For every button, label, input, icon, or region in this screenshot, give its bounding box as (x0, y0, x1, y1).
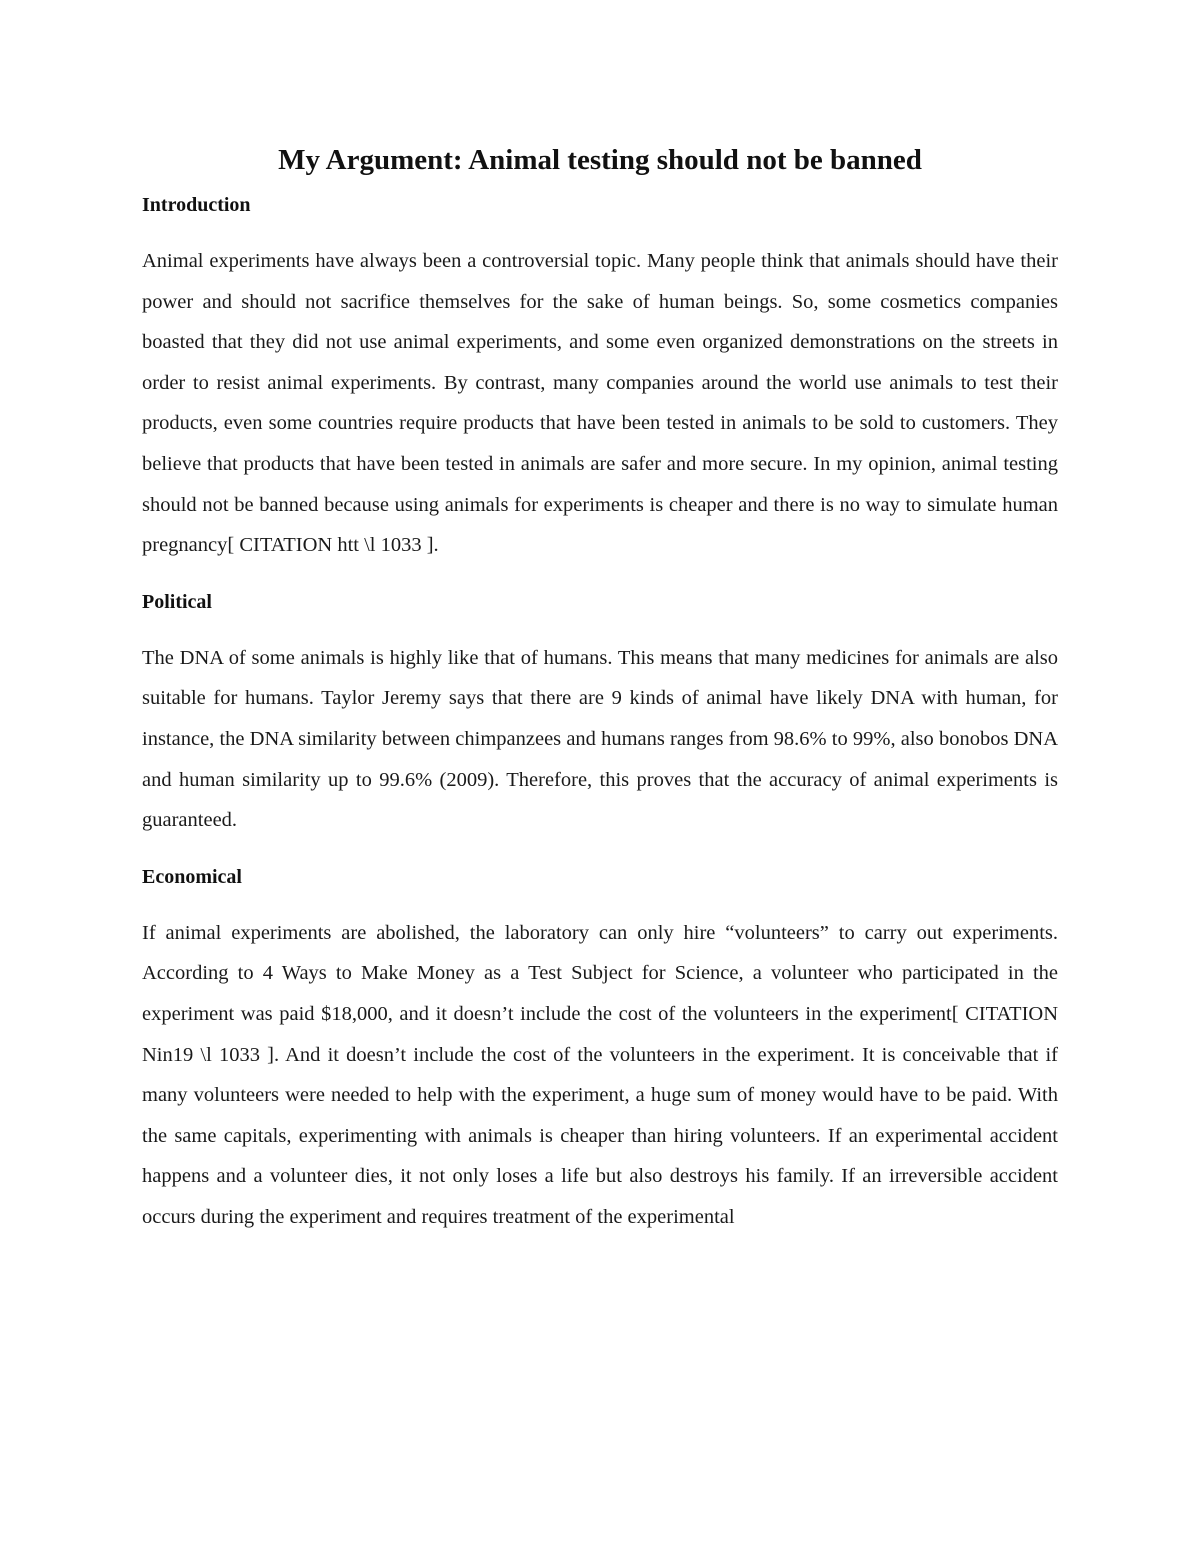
section-heading-introduction: Introduction (142, 194, 251, 216)
document-content (142, 140, 1058, 1237)
section-heading-economical: Economical (142, 865, 242, 888)
document-title: My Argument: Animal testing should not be banned (278, 144, 922, 176)
paragraph-political: The DNA of some animals is highly like that of humans. This means that many medicines for animals are also suitable for humans. Taylor Jeremy says that there are 9 kinds of animal have likely DNA with human, for instance, the DNA similarity between chimpanzees and humans ranges from 98.6% to 99%, also bonobos DNA and human similarity up to 99.6% (2009). Therefore, this proves that the accuracy of animal experiments is guaranteed. (142, 646, 1058, 832)
section-heading-political: Political (142, 590, 212, 613)
paragraph-economical: If animal experiments are abolished, the laboratory can only hire “volunteers” to carry out experiments. According to 4 Ways to Make Money as a Test Subject for Science, a volunteer who participated in the experiment was paid $18,000, and it doesn’t include the cost of the volunteers in the experiment[ CITATION Nin19 \l 1033 ]. And it doesn’t include the cost of the volunteers in the experiment. It is conceivable that if many volunteers were needed to help with the experiment, a huge sum of money would have to be paid. With the same capitals, experimenting with animals is cheaper than hiring volunteers. If an experimental accident happens and a volunteer dies, it not only loses a life but also destroys his family. If an irreversible accident occurs during the experiment and requires treatment of the experimental (142, 921, 1058, 1228)
paragraph-introduction: Animal experiments have always been a controversial topic. Many people think that animals should have their power and should not sacrifice themselves for the sake of human beings. So, some cosmetics companies boasted that they did not use animal experiments, and some even organized demonstrations on the streets in order to resist animal experiments. By contrast, many companies around the world use animals to test their products, even some countries require products that have been tested in animals to be sold to customers. They believe that products that have been tested in animals are safer and more secure. In my opinion, animal testing should not be banned because using animals for experiments is cheaper and there is no way to simulate human pregnancy[ CITATION htt \l 1033 ]. (142, 250, 1058, 557)
